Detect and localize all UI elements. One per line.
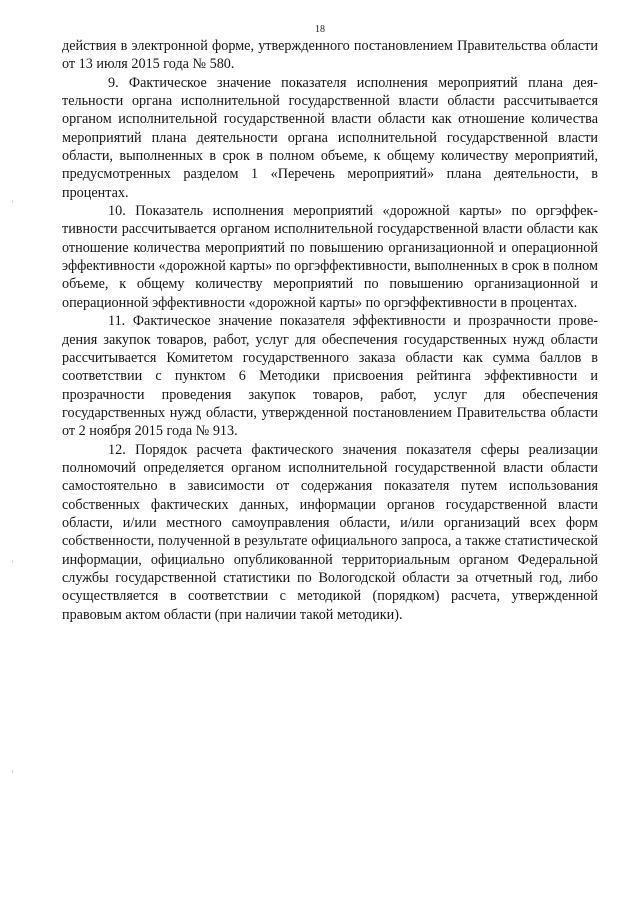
- paragraph-item-10: 10. Показатель исполнения мероприятий «дорожной карты» по оргэффективности рассчитывается органом исполнительной государственной власти области как отношение количества мероприятий по повышению организационной и операционной эффективности «дорожной карты» по оргэффективности, выполненных в срок в полном объеме, к общему количеству мероприятий по повышению организационной и операционной эффективности «дорожной карты» по оргэффективности в процентах.: [62, 203, 598, 311]
- paragraph-item-12: 12. Порядок расчета фактического значения показателя сферы реализации полномочий определяется органом исполнительной государственной власти области самостоятельно в зависимости от содержания показателя путем использования собственных фактических данных, информации органов государственной власти области, и/или местного самоуправления области, и/или организаций всех форм собственности, полученной в результате официального запроса, а также статистической информации, официально опубликованной территориальным органом Федеральной службы государственной статистики по Вологодской области за отчетный год, либо осуществляется в соответствии с методикой (порядком) расчета, утвержденной правовым актом области (при наличии такой методики).: [62, 441, 598, 623]
- page-number: 18: [315, 24, 325, 35]
- document-body: [62, 37, 598, 624]
- scan-margin-mark: [12, 560, 13, 563]
- scan-margin-mark: [12, 200, 13, 203]
- paragraph-continuation: действия в электронной форме, утвержденного постановлением Правительства области от 13 июля 2015 года № 580.: [62, 38, 598, 73]
- scan-margin-mark: [12, 770, 13, 773]
- paragraph-item-9: 9. Фактическое значение показателя исполнения мероприятий плана деятельности органа исполнительной государственной власти области рассчитывается органом исполнительной государственной власти области как отношение количества мероприятий плана деятельности органа исполнительной государственной власти области, выполненных в срок в полном объеме, к общему количеству мероприятий, предусмотренных разделом 1 «Перечень мероприятий» плана деятельности, в процентах.: [62, 74, 598, 201]
- paragraph-item-11: 11. Фактическое значение показателя эффективности и прозрачности проведения закупок товаров, работ, услуг для обеспечения государственных нужд области рассчитывается Комитетом государственного заказа области как сумма баллов в соответствии с пунктом 6 Методики присвоения рейтинга эффективности и прозрачности проведения закупок товаров, работ, услуг для обеспечения государственных нужд области, утвержденной постановлением Правительства области от 2 ноября 2015 года № 913.: [62, 313, 598, 440]
